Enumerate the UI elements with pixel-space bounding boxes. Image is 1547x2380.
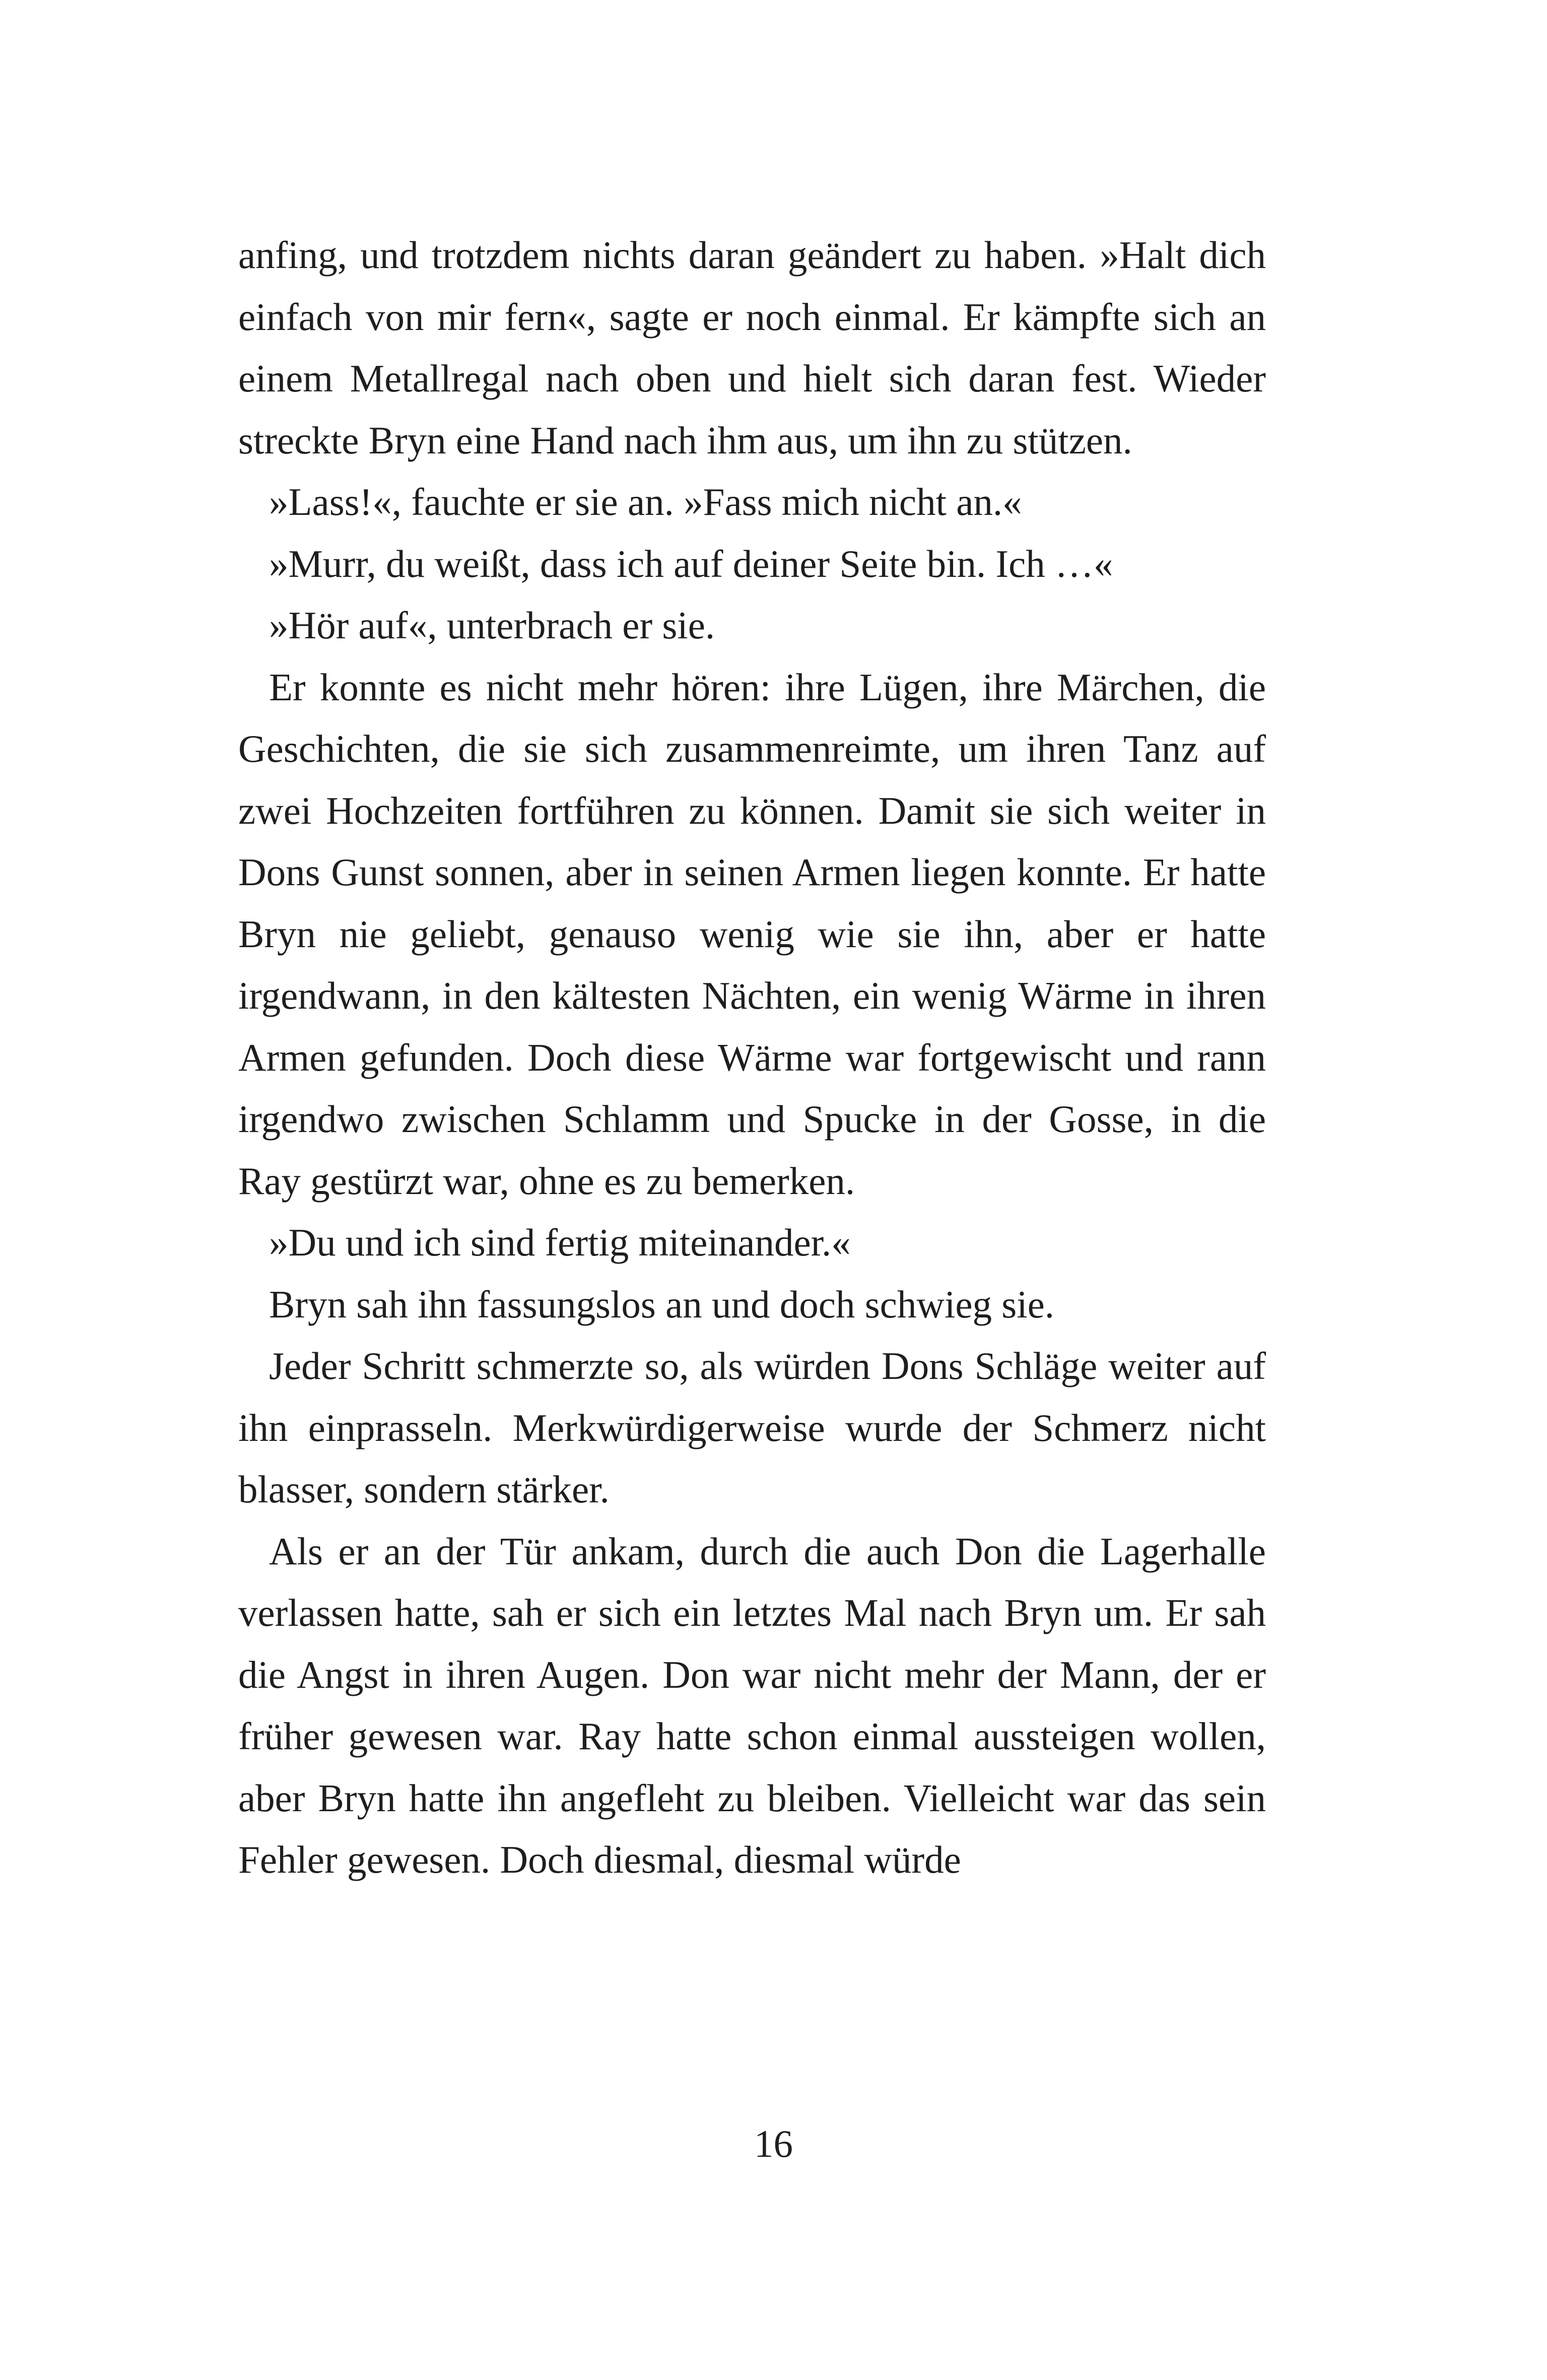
- paragraph-dialogue: »Hör auf«, unterbrach er sie.: [269, 604, 715, 647]
- paragraph: Jeder Schritt schmerzte so, als würden Dons Schläge weiter auf ihn einprasseln. Merkwürdigerweise wurde der Schmerz nicht blasser, sondern stärker.: [238, 1344, 1266, 1511]
- paragraph: Er konnte es nicht mehr hören: ihre Lügen, ihre Märchen, die Geschichten, die sie sich zusammenreimte, um ihren Tanz auf zwei Hochzeiten fortführen zu können. Damit sie sich weiter in Dons Gunst sonnen, aber in seinen Armen liegen konnte. Er hatte Bryn nie geliebt, genauso wenig wie sie ihn, aber er hatte irgendwann, in den kältesten Nächten, ein wenig Wärme in ihren Armen gefunden. Doch diese Wärme war fortgewischt und rann irgendwo zwischen Schlamm und Spucke in der Gosse, in die Ray gestürzt war, ohne es zu bemerken.: [238, 665, 1266, 1203]
- paragraph: Als er an der Tür ankam, durch die auch Don die Lagerhalle verlassen hatte, sah er sich ein letztes Mal nach Bryn um. Er sah die Angst in ihren Augen. Don war nicht mehr der Mann, der er früher gewesen war. Ray hatte schon einmal aussteigen wollen, aber Bryn hatte ihn angefleht zu bleiben. Vielleicht war das sein Fehler gewesen. Doch diesmal, diesmal würde: [238, 1529, 1266, 1881]
- paragraph-continuation: anfing, und trotzdem nichts daran geändert zu haben. »Halt dich einfach von mir fern«, sagte er noch einmal. Er kämpfte sich an einem Metallregal nach oben und hielt sich daran fest. Wieder streckte Bryn eine Hand nach ihm aus, um ihn zu stützen.: [238, 233, 1266, 462]
- body-text: [238, 224, 1266, 1891]
- paragraph-dialogue: »Lass!«, fauchte er sie an. »Fass mich nicht an.«: [269, 480, 1022, 523]
- paragraph-dialogue: »Murr, du weißt, dass ich auf deiner Seite bin. Ich …«: [269, 542, 1113, 585]
- paragraph-dialogue: »Du und ich sind fertig miteinander.«: [269, 1221, 851, 1264]
- paragraph: Bryn sah ihn fassungslos an und doch schwieg sie.: [269, 1282, 1055, 1326]
- page-number: 16: [754, 2122, 793, 2165]
